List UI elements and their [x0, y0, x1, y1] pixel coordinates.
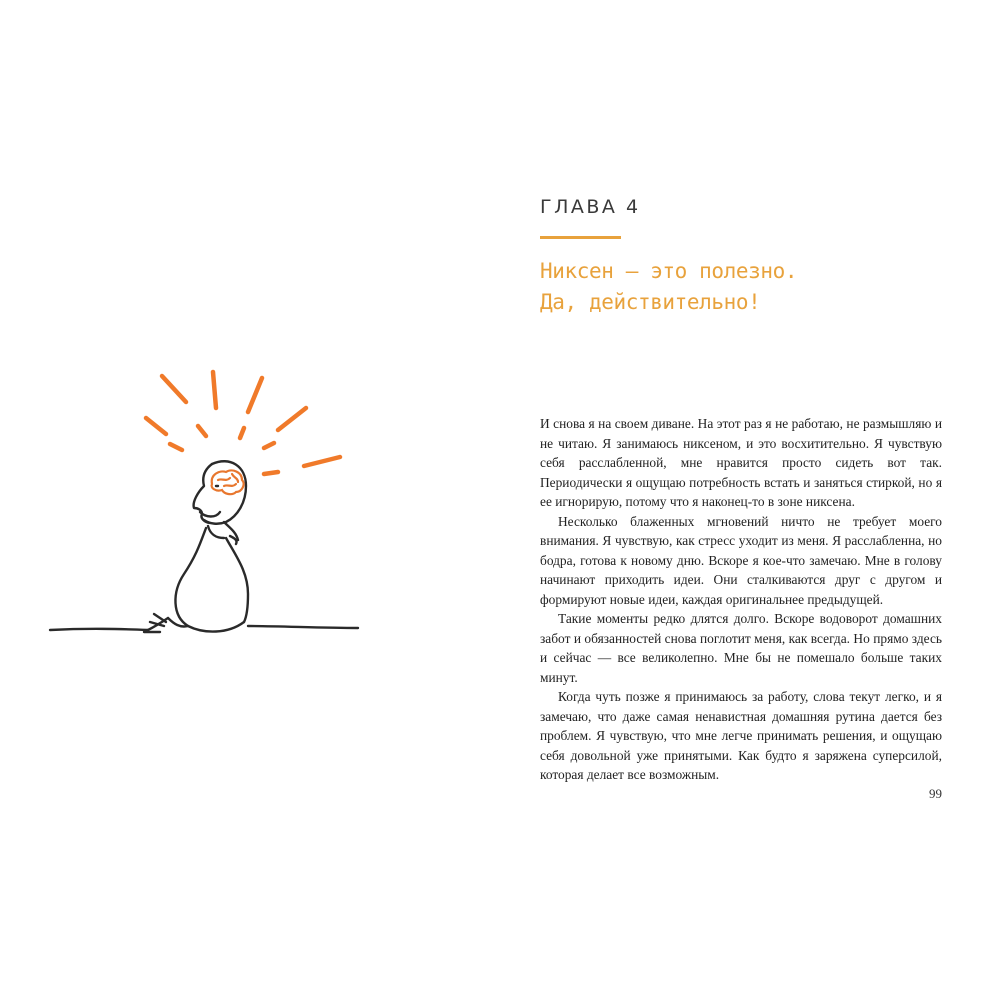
paragraph: Несколько блаженных мгновений ничто не требует моего внимания. Я чувствую, как стресс уходит из меня. Я расслабленна, но бодра, готова к новому дню. Вскоре я кое-что замечаю. Мне в голову начинают приходить идеи. Они сталкиваются друг с другом и формируют новые идеи, каждая оригинальнее предыдущей. [540, 513, 942, 607]
body-text [540, 414, 942, 785]
chapter-divider [540, 236, 621, 239]
chapter-title-line: Никсен — это полезно. [540, 259, 798, 283]
chapter-title-line: Да, действительно! [540, 290, 761, 314]
paragraph: И снова я на своем диване. На этот раз я не работаю, не размышляю и не читаю. Я занимаюсь никсеном, и это восхитительно. Я чувствую себя расслабленной, мне нравится просто сидеть вот так. Периодически я ощущаю потребность встать и заняться стиркой, но я ее игнорирую, потому что я наконец-то в зоне никсена. [540, 416, 942, 509]
brain-icon [212, 470, 244, 494]
paragraph: Когда чуть позже я принимаюсь за работу, слова текут легко, и я замечаю, что даже самая ненавистная домашняя рутина дается без проблем. Я чувствую, что мне легче принимать решения, и ощущаю себя довольной уже принятыми. Как будто я заряжена суперсилой, которая делает все возможным. [540, 689, 942, 782]
thinking-person-illustration [40, 360, 380, 660]
chapter-title [540, 256, 940, 318]
idea-rays-icon [146, 372, 340, 474]
person-figure-icon [50, 461, 358, 632]
page-number: 99 [929, 786, 942, 801]
chapter-number: ГЛАВА 4 [540, 196, 641, 218]
paragraph: Такие моменты редко длятся долго. Вскоре водоворот домашних забот и обязанностей снова поглотит меня, как всегда. Но прямо здесь и сейчас — все великолепно. Мне бы не помешало больше таких минут. [540, 611, 942, 685]
